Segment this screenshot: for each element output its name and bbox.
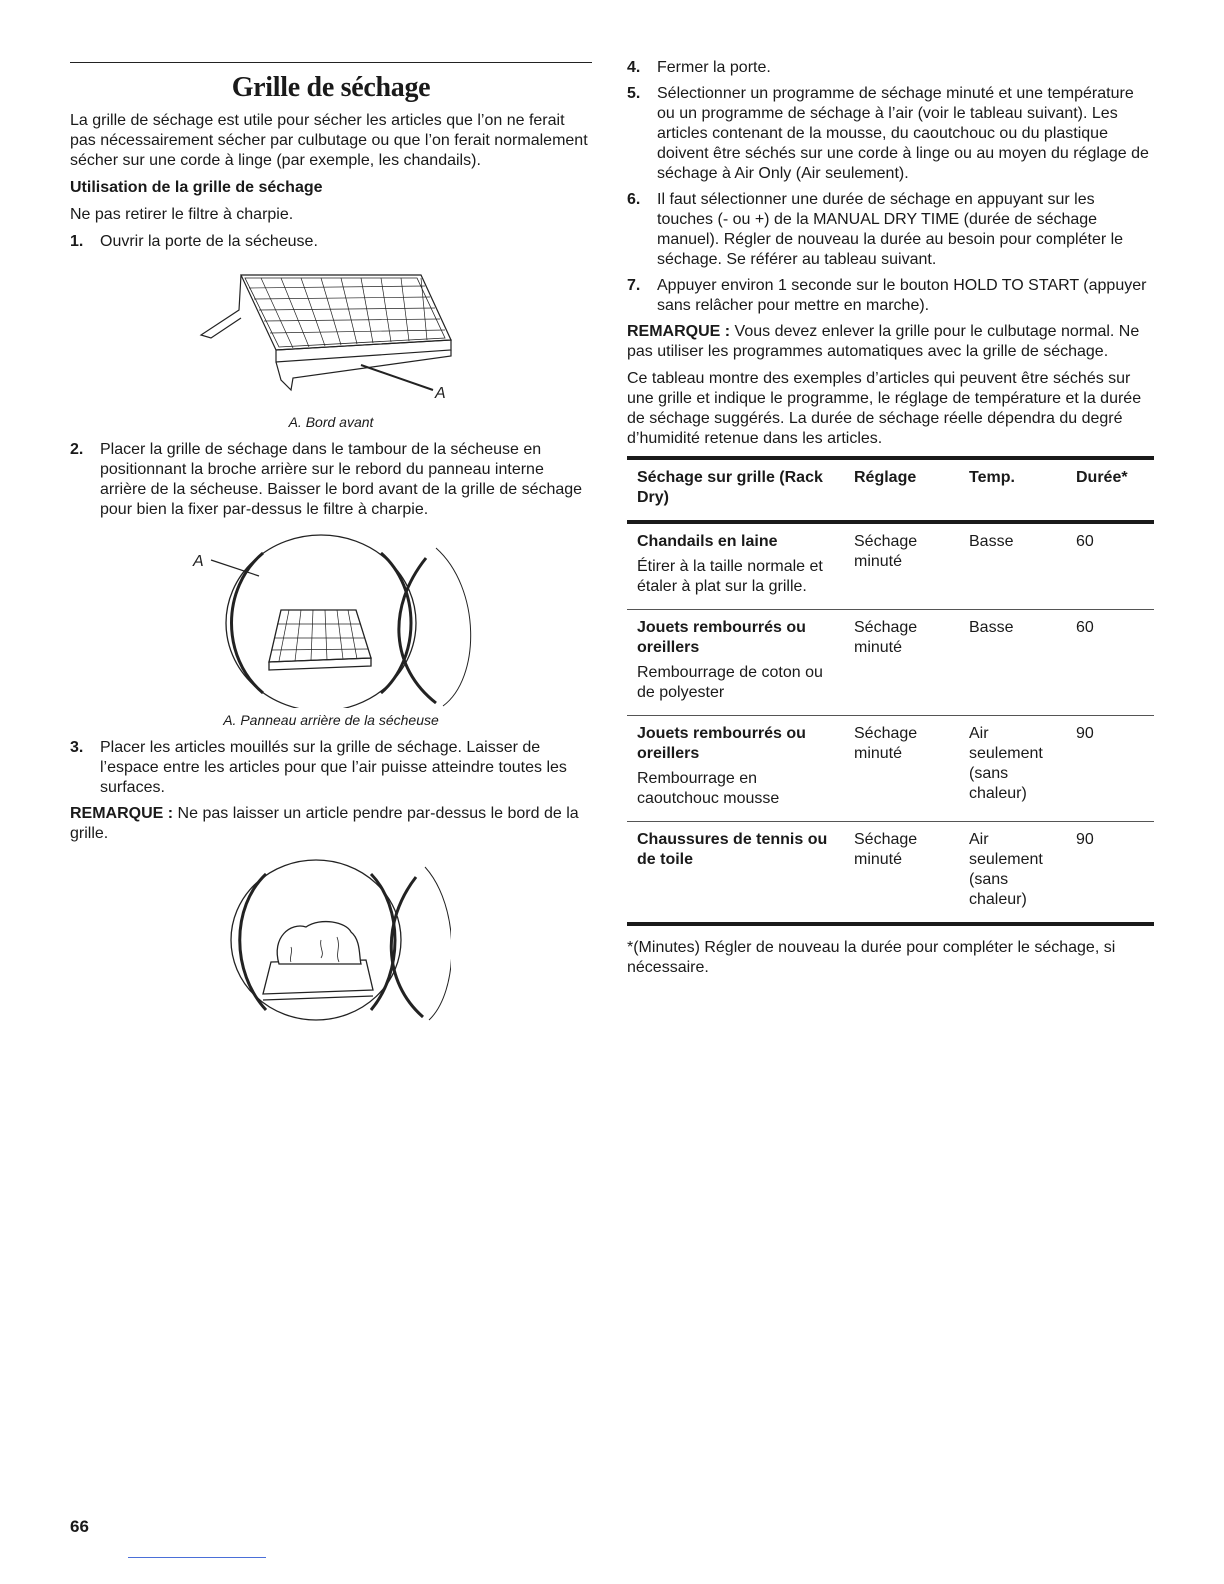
step-item xyxy=(70,440,592,520)
item-name: Jouets rembourrés ou oreillers xyxy=(637,725,806,762)
step-number: 5. xyxy=(627,85,641,102)
left-column xyxy=(70,62,592,1032)
step-text: Sélectionner un programme de séchage minuté et une température ou un programme de séchage à l’air (voir le tableau suivant). Les articles contenant de la mousse, du caoutchouc ou du plastique doivent être séchés sur une corde à linge ou au moyen du réglage de séchage à Air Only (Air seulement). xyxy=(657,85,1149,182)
table-cell-item xyxy=(627,522,844,610)
step-text: Appuyer environ 1 seconde sur le bouton HOLD TO START (appuyer sans relâcher pour mettre en marche). xyxy=(657,277,1147,314)
table-cell-setting: Séchage minuté xyxy=(854,831,918,868)
item-name: Chaussures de tennis ou de toile xyxy=(637,831,828,868)
table-header-cell: Séchage sur grille (Rack Dry) xyxy=(637,469,823,506)
item-name: Chandails en laine xyxy=(637,533,778,550)
table-header-row xyxy=(627,458,1154,522)
step-number: 2. xyxy=(70,440,84,458)
step-number: 6. xyxy=(627,191,641,208)
top-rule xyxy=(70,62,592,63)
table-cell-setting: Séchage minuté xyxy=(854,619,918,656)
figure-rack-in-drum xyxy=(70,528,592,728)
items-on-rack-illustration xyxy=(211,852,451,1022)
step-text: Placer la grille de séchage dans le tambour de la sécheuse en positionnant la broche arrière sur le rebord du panneau interne arrière de la sécheuse. Baisser le bord avant de la grille de séchage pour bien la fixer par-dessus le filtre à charpie. xyxy=(100,440,583,518)
note-label: REMARQUE : xyxy=(627,323,731,340)
step-item xyxy=(627,190,1154,270)
step-text: Placer les articles mouillés sur la grille de séchage. Laisser de l’espace entre les articles pour que l’air puisse atteindre toutes les surfaces. xyxy=(100,738,567,796)
step-item xyxy=(627,84,1154,184)
table-row xyxy=(627,716,1154,822)
page-number: 66 xyxy=(70,1517,89,1536)
table-intro: Ce tableau montre des exemples d’articles qui peuvent être séchés sur une grille et indique le programme, le réglage de température et la durée de séchage suggérés. La durée de séchage réelle dépendra du degré d’humidité retenue dans les articles. xyxy=(627,370,1142,447)
table-header-cell: Réglage xyxy=(854,469,917,486)
item-description: Étirer à la taille normale et étaler à plat sur la grille. xyxy=(637,558,823,595)
table-cell-item xyxy=(627,822,844,925)
item-name: Jouets rembourrés ou oreillers xyxy=(637,619,806,656)
note-left xyxy=(70,804,592,844)
table-footnote: *(Minutes) Régler de nouveau la durée pour compléter le séchage, si nécessaire. xyxy=(627,939,1116,976)
figure-callout-label: A xyxy=(193,552,204,570)
steps-list-right xyxy=(627,58,1154,316)
step-text: Ouvrir la porte de la sécheuse. xyxy=(100,232,318,250)
step-number: 1. xyxy=(70,232,84,250)
figure-caption: A. Panneau arrière de la sécheuse xyxy=(223,711,439,728)
table-cell-temp: Basse xyxy=(969,619,1014,636)
steps-list-left-1 xyxy=(70,232,592,252)
step-number: 4. xyxy=(627,59,641,76)
footer-rule xyxy=(128,1557,266,1558)
table-header-cell: Temp. xyxy=(969,469,1015,486)
figure-callout-label: A xyxy=(435,384,446,402)
item-description: Rembourrage de coton ou de polyester xyxy=(637,664,823,701)
table-cell-item xyxy=(627,716,844,822)
table-row xyxy=(627,822,1154,925)
step-number: 7. xyxy=(627,277,641,294)
table-cell-setting: Séchage minuté xyxy=(854,533,918,570)
table-cell-temp: Basse xyxy=(969,533,1014,550)
warning-line: Ne pas retirer le filtre à charpie. xyxy=(70,205,294,223)
page-title: Grille de séchage xyxy=(231,72,431,103)
drying-table xyxy=(627,456,1154,926)
table-cell-time: 60 xyxy=(1076,619,1094,636)
step-item xyxy=(627,58,1154,78)
step-text: Fermer la porte. xyxy=(657,59,771,76)
drying-rack-illustration xyxy=(181,260,481,410)
table-header-cell: Durée* xyxy=(1076,469,1128,486)
note-label: REMARQUE : xyxy=(70,804,174,822)
table-row xyxy=(627,522,1154,610)
note-text: Vous devez enlever la grille pour le culbutage normal. Ne pas utiliser les programmes automatiques avec la grille de séchage. xyxy=(627,323,1140,360)
intro-paragraph: La grille de séchage est utile pour sécher les articles que l’on ne ferait pas nécessairement sécher par culbutage ou que l’on ferait normalement sécher sur une corde à linge (par exemple, les chandails). xyxy=(70,111,588,169)
step-item xyxy=(70,738,592,798)
figure-items-on-rack xyxy=(70,852,592,1022)
right-column xyxy=(627,58,1154,985)
table-cell-time: 90 xyxy=(1076,725,1094,742)
table-cell-time: 90 xyxy=(1076,831,1094,848)
step-number: 3. xyxy=(70,738,84,756)
rack-in-drum-illustration xyxy=(181,528,481,708)
table-row xyxy=(627,610,1154,716)
step-text: Il faut sélectionner une durée de séchage en appuyant sur les touches (- ou +) de la MANUAL DRY TIME (durée de séchage manuel). Régler de nouveau la durée au besoin pour compléter le séchage. Se référer au tableau suivant. xyxy=(657,191,1124,268)
item-description: Rembourrage en caoutchouc mousse xyxy=(637,770,780,807)
steps-list-left-3 xyxy=(70,738,592,798)
note-text: Ne pas laisser un article pendre par-dessus le bord de la grille. xyxy=(70,804,579,842)
table-cell-temp: Air seulement (sans chaleur) xyxy=(969,831,1043,908)
section-subheading: Utilisation de la grille de séchage xyxy=(70,178,323,196)
note-right xyxy=(627,322,1154,362)
steps-list-left-2 xyxy=(70,440,592,520)
table-cell-time: 60 xyxy=(1076,533,1094,550)
step-item xyxy=(627,276,1154,316)
table-cell-setting: Séchage minuté xyxy=(854,725,918,762)
table-cell-temp: Air seulement (sans chaleur) xyxy=(969,725,1043,802)
figure-drying-rack xyxy=(70,260,592,430)
figure-caption: A. Bord avant xyxy=(288,413,374,430)
step-item xyxy=(70,232,592,252)
table-cell-item xyxy=(627,610,844,716)
